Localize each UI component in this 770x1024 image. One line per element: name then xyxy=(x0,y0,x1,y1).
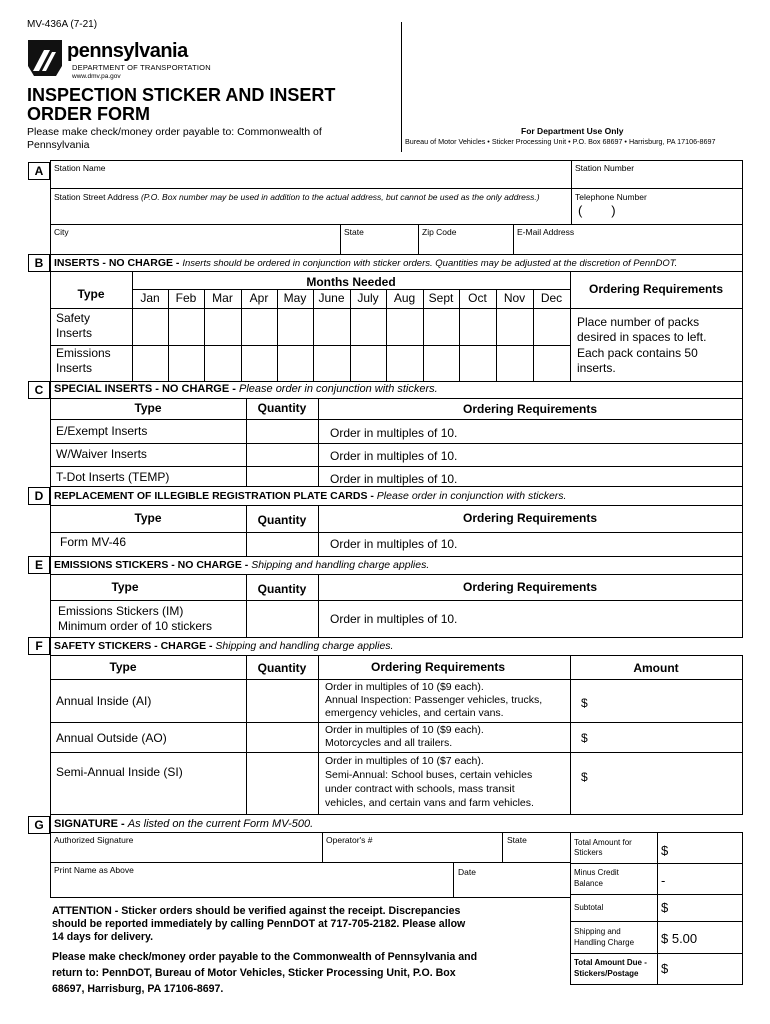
emissions-stickers-requirement: Order in multiples of 10. xyxy=(330,612,458,626)
return-address-line1: Please make check/money order payable to the Commonwealth of Pennsylvania and xyxy=(52,951,478,963)
d-ordering-header: Ordering Requirements xyxy=(462,511,598,525)
section-e-letter: E xyxy=(28,556,50,574)
total-stickers-label-2: Stickers xyxy=(574,848,603,857)
form-mv46-quantity-input[interactable] xyxy=(247,533,318,556)
month-oct: Oct xyxy=(468,291,487,305)
month-apr: Apr xyxy=(249,291,269,305)
shipping-label-1: Shipping and xyxy=(574,927,621,936)
total-stickers-value[interactable]: $ xyxy=(661,843,669,858)
safety-inserts-jan-input[interactable] xyxy=(133,309,168,345)
section-b-heading: INSERTS - NO CHARGE - Inserts should be ordered in conjunction with sticker orders. Quantities may be adjusted at the discretion of PennDOT. xyxy=(54,257,678,269)
semi-annual-req-4: vehicles, and certain vans and farm vehicles. xyxy=(325,797,534,809)
semi-annual-inside-quantity-input[interactable] xyxy=(247,753,318,814)
w-waiver-inserts-label: W/Waiver Inserts xyxy=(56,447,147,461)
e-exempt-requirement: Order in multiples of 10. xyxy=(330,426,458,440)
attention-line3: 14 days for delivery. xyxy=(52,931,154,943)
emissions-inserts-june-input[interactable] xyxy=(314,346,350,381)
emissions-inserts-dec-input[interactable] xyxy=(534,346,570,381)
e-type-header: Type xyxy=(111,580,139,594)
month-nov: Nov xyxy=(503,291,526,305)
annual-outside-req-2: Motorcycles and all trailers. xyxy=(325,737,453,749)
return-address-line3: 68697, Harrisburg, PA 17106-8697. xyxy=(52,983,224,995)
total-due-label-1: Total Amount Due - xyxy=(574,958,647,967)
logo-name: pennsylvania xyxy=(67,40,188,62)
t-dot-quantity-input[interactable] xyxy=(247,467,318,486)
section-f-heading: SAFETY STICKERS - CHARGE - Shipping and handling charge applies. xyxy=(54,640,394,652)
w-waiver-quantity-input[interactable] xyxy=(247,444,318,466)
annual-inside-req-2: Annual Inspection: Passenger vehicles, trucks, xyxy=(325,694,543,706)
emissions-inserts-oct-input[interactable] xyxy=(460,346,496,381)
section-g-letter: G xyxy=(28,816,50,834)
minus-credit-label-1: Minus Credit xyxy=(574,868,619,877)
telephone-field[interactable]: ( ) xyxy=(578,203,616,218)
emissions-inserts-july-input[interactable] xyxy=(351,346,386,381)
safety-inserts-feb-input[interactable] xyxy=(169,309,204,345)
minus-credit-value[interactable]: - xyxy=(661,873,666,888)
semi-annual-req-3: under contract with schools, mass transit xyxy=(325,783,515,795)
month-jan: Jan xyxy=(140,291,160,305)
month-sept: Sept xyxy=(428,291,454,305)
form-mv46-requirement: Order in multiples of 10. xyxy=(330,537,458,551)
section-g-heading: SIGNATURE - As listed on the current Form MV-500. xyxy=(54,818,314,830)
d-type-header: Type xyxy=(134,511,162,525)
pennsylvania-keystone-logo-icon xyxy=(28,40,62,81)
annual-outside-amount[interactable]: $ xyxy=(581,731,588,745)
e-ordering-header: Ordering Requirements xyxy=(462,580,598,594)
logo-dept: DEPARTMENT OF TRANSPORTATION xyxy=(72,63,211,72)
month-june: June xyxy=(318,291,345,305)
total-due-label-2: Stickers/Postage xyxy=(574,969,639,978)
b-requirement-line3: Each pack contains 50 xyxy=(577,346,698,360)
emissions-inserts-apr-input[interactable] xyxy=(242,346,277,381)
section-f-letter: F xyxy=(28,637,50,655)
total-stickers-label-1: Total Amount for xyxy=(574,838,632,847)
section-a-letter: A xyxy=(28,162,50,180)
safety-inserts-nov-input[interactable] xyxy=(497,309,533,345)
safety-inserts-oct-input[interactable] xyxy=(460,309,496,345)
station-name-field[interactable]: Station Name xyxy=(54,163,106,173)
safety-inserts-may-input[interactable] xyxy=(278,309,313,345)
b-requirement-line1: Place number of packs xyxy=(577,315,700,329)
c-type-header: Type xyxy=(134,401,162,415)
semi-annual-req-1: Order in multiples of 10 ($7 each). xyxy=(325,755,484,767)
safety-inserts-june-input[interactable] xyxy=(314,309,350,345)
emissions-inserts-may-input[interactable] xyxy=(278,346,313,381)
b-requirement-line2: desired in spaces to left. xyxy=(577,330,707,344)
zip-code-field[interactable]: Zip Code xyxy=(422,227,457,237)
annual-inside-label: Annual Inside (AI) xyxy=(56,694,152,708)
return-address-line2: return to: PennDOT, Bureau of Motor Vehicles, Sticker Processing Unit, P.O. Box xyxy=(52,967,456,979)
emissions-inserts-mar-input[interactable] xyxy=(205,346,241,381)
state-field[interactable]: State xyxy=(344,227,364,237)
month-dec: Dec xyxy=(540,291,563,305)
annual-inside-req-3: emergency vehicles, and certain vans. xyxy=(325,707,504,719)
shipping-label-2: Handling Charge xyxy=(574,938,635,947)
safety-inserts-label-1: Safety xyxy=(56,311,91,325)
month-mar: Mar xyxy=(212,291,233,305)
annual-inside-quantity-input[interactable] xyxy=(247,680,318,722)
f-quantity-header: Quantity xyxy=(257,661,307,675)
city-field[interactable]: City xyxy=(54,227,69,237)
c-ordering-header: Ordering Requirements xyxy=(462,402,598,416)
w-waiver-requirement: Order in multiples of 10. xyxy=(330,449,458,463)
month-aug: Aug xyxy=(393,291,416,305)
attention-line2: should be reported immediately by calling PennDOT at 717-705-2182. Please allow xyxy=(52,918,466,930)
form-title-line1: INSPECTION STICKER AND INSERT xyxy=(27,85,336,105)
section-d-heading: REPLACEMENT OF ILLEGIBLE REGISTRATION PLATE CARDS - Please order in conjunction with stickers. xyxy=(54,490,567,502)
payable-note-line1: Please make check/money order payable to: Commonwealth of xyxy=(27,126,322,138)
f-type-header: Type xyxy=(109,660,137,674)
semi-annual-inside-amount[interactable]: $ xyxy=(581,770,588,784)
emissions-inserts-sept-input[interactable] xyxy=(424,346,459,381)
street-note: (P.O. Box number may be used in addition to the actual address, but cannot be used as the only address.) xyxy=(140,192,540,202)
section-b-letter: B xyxy=(28,254,50,272)
section-d-letter: D xyxy=(28,487,50,505)
b-requirement-line4: inserts. xyxy=(577,361,616,375)
month-july: July xyxy=(357,291,379,305)
minus-credit-label-2: Balance xyxy=(574,879,603,888)
annual-outside-req-1: Order in multiples of 10 ($9 each). xyxy=(325,724,484,736)
b-type-header: Type xyxy=(77,287,105,301)
month-feb: Feb xyxy=(175,291,197,305)
logo-url: www.dmv.pa.gov xyxy=(72,73,121,80)
form-mv46-label: Form MV-46 xyxy=(60,535,127,549)
street-label: Station Street Address xyxy=(54,192,139,202)
station-street-address-field[interactable] xyxy=(54,192,540,202)
telephone-label: Telephone Number xyxy=(575,192,647,202)
emissions-inserts-aug-input[interactable] xyxy=(387,346,423,381)
annual-inside-req-1: Order in multiples of 10 ($9 each). xyxy=(325,681,484,693)
semi-annual-req-2: Semi-Annual: School buses, certain vehicles xyxy=(325,769,533,781)
b-ordering-header: Ordering Requirements xyxy=(588,282,724,296)
attention-line1: ATTENTION - Sticker orders should be verified against the receipt. Discrepancies xyxy=(52,905,461,917)
safety-inserts-sept-input[interactable] xyxy=(424,309,459,345)
bureau-address: Bureau of Motor Vehicles • Sticker Processing Unit • P.O. Box 68697 • Harrisburg, PA 17106-8697 xyxy=(405,137,716,146)
subtotal-value[interactable]: $ xyxy=(661,900,669,915)
f-amount-header: Amount xyxy=(633,661,679,675)
operator-number-field[interactable]: Operator's # xyxy=(326,835,373,845)
annual-outside-label: Annual Outside (AO) xyxy=(56,731,167,745)
d-quantity-header: Quantity xyxy=(257,513,307,527)
safety-inserts-july-input[interactable] xyxy=(351,309,386,345)
month-may: May xyxy=(283,291,307,305)
authorized-signature-field[interactable]: Authorized Signature xyxy=(54,835,134,845)
section-c-letter: C xyxy=(28,381,50,399)
safety-inserts-mar-input[interactable] xyxy=(205,309,241,345)
safety-inserts-apr-input[interactable] xyxy=(242,309,277,345)
emissions-inserts-nov-input[interactable] xyxy=(497,346,533,381)
annual-inside-amount[interactable]: $ xyxy=(581,696,588,710)
e-exempt-inserts-label: E/Exempt Inserts xyxy=(56,424,148,438)
safety-inserts-aug-input[interactable] xyxy=(387,309,423,345)
emissions-inserts-feb-input[interactable] xyxy=(169,346,204,381)
form-title-line2: ORDER FORM xyxy=(27,104,150,124)
f-ordering-header: Ordering Requirements xyxy=(370,660,506,674)
total-due-value[interactable]: $ xyxy=(661,961,669,976)
t-dot-inserts-label: T-Dot Inserts (TEMP) xyxy=(56,470,170,484)
c-quantity-header: Quantity xyxy=(257,401,307,415)
section-c-heading: SPECIAL INSERTS - NO CHARGE - Please order in conjunction with stickers. xyxy=(54,383,438,395)
department-use-label: For Department Use Only xyxy=(521,126,624,136)
section-e-heading: EMISSIONS STICKERS - NO CHARGE - Shipping and handling charge applies. xyxy=(54,559,430,571)
station-number-field[interactable]: Station Number xyxy=(575,163,635,173)
payable-note-line2: Pennsylvania xyxy=(27,139,90,151)
shipping-value: $ 5.00 xyxy=(661,931,698,946)
months-needed-header: Months Needed xyxy=(306,275,396,289)
t-dot-requirement: Order in multiples of 10. xyxy=(330,472,458,486)
emissions-inserts-label-2: Inserts xyxy=(56,361,93,375)
emissions-inserts-label-1: Emissions xyxy=(56,346,111,360)
e-exempt-quantity-input[interactable] xyxy=(247,420,318,443)
e-quantity-header: Quantity xyxy=(257,582,307,596)
emissions-stickers-quantity-input[interactable] xyxy=(247,601,318,637)
date-field[interactable]: Date xyxy=(458,867,476,877)
safety-inserts-dec-input[interactable] xyxy=(534,309,570,345)
print-name-field[interactable]: Print Name as Above xyxy=(54,865,134,875)
emissions-stickers-label: Emissions Stickers (IM) xyxy=(58,604,184,618)
emissions-stickers-minimum: Minimum order of 10 stickers xyxy=(58,619,213,633)
signature-state-field[interactable]: State xyxy=(507,835,527,845)
emissions-inserts-jan-input[interactable] xyxy=(133,346,168,381)
annual-outside-quantity-input[interactable] xyxy=(247,723,318,752)
email-field[interactable]: E-Mail Address xyxy=(517,227,575,237)
semi-annual-inside-label: Semi-Annual Inside (SI) xyxy=(56,765,183,779)
subtotal-label: Subtotal xyxy=(574,903,604,912)
form-number: MV-436A (7-21) xyxy=(27,19,98,30)
safety-inserts-label-2: Inserts xyxy=(56,326,93,340)
